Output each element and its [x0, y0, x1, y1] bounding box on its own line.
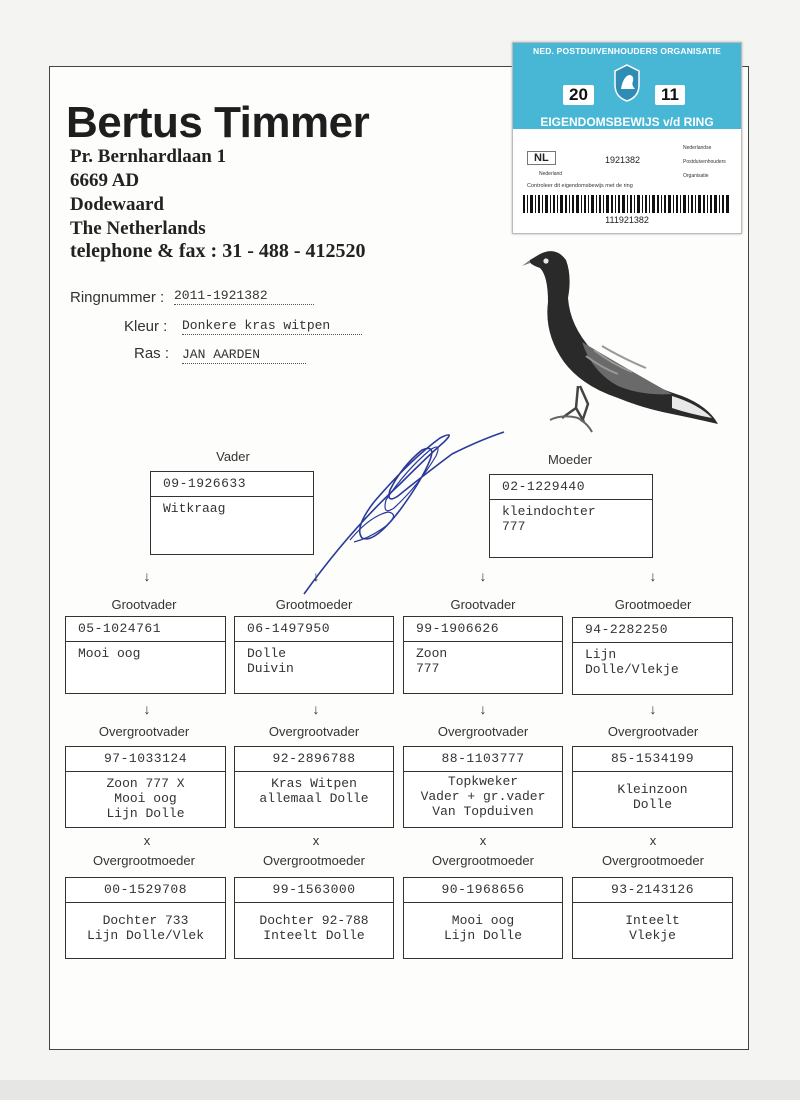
ringnummer-label: Ringnummer :: [70, 289, 165, 306]
grootmoeder-2-desc: Lijn Dolle/Vlekje: [585, 647, 679, 677]
address-postcode: 6669 AD: [70, 170, 140, 191]
overgrootvader-4-label: Overgrootvader: [607, 724, 699, 739]
sticker-country-word: Nederland: [539, 171, 563, 177]
overgrootvader-3-label: Overgrootvader: [437, 724, 529, 739]
overgrootmoeder-4-desc: Inteelt Vlekje: [625, 913, 680, 943]
grootmoeder-1-box: [234, 616, 394, 694]
grootvader-1-ring: 05-1024761: [66, 617, 225, 642]
barcode-icon: [523, 195, 731, 213]
grootvader-2-label: Grootvader: [450, 597, 516, 612]
overgrootvader-1-box: [65, 746, 226, 828]
cross-mark: x: [649, 833, 657, 848]
lion-emblem-icon: [609, 63, 645, 103]
overgrootmoeder-3-box: [403, 877, 563, 959]
overgrootvader-2-desc: Kras Witpen allemaal Dolle: [259, 776, 369, 806]
grootvader-2-box: [403, 616, 563, 694]
address-street: Pr. Bernhardlaan 1: [70, 146, 227, 167]
arrow-down-icon: ↓: [649, 701, 657, 717]
vader-box: [150, 471, 314, 555]
arrow-down-icon: ↓: [479, 701, 487, 717]
overgrootmoeder-2-ring: 99-1563000: [235, 878, 393, 903]
overgrootmoeder-3-label: Overgrootmoeder: [432, 853, 534, 868]
sticker-year-right: 11: [655, 85, 685, 105]
vader-label: Vader: [216, 449, 250, 464]
overgrootvader-1-ring: 97-1033124: [66, 747, 225, 772]
overgrootvader-4-box: [572, 746, 733, 828]
grootvader-1-box: [65, 616, 226, 694]
overgrootvader-1-desc: Zoon 777 X Mooi oog Lijn Dolle: [106, 776, 185, 821]
overgrootmoeder-4-box: [572, 877, 733, 959]
grootvader-1-desc: Mooi oog: [78, 646, 141, 661]
overgrootmoeder-2-label: Overgrootmoeder: [263, 853, 365, 868]
sticker-organisation: NED. POSTDUIVENHOUDERS ORGANISATIE: [533, 46, 721, 56]
overgrootvader-4-ring: 85-1534199: [573, 747, 732, 772]
moeder-box: [489, 474, 653, 558]
grootmoeder-1-desc: Dolle Duivin: [247, 646, 294, 676]
grootmoeder-2-box: [572, 617, 733, 695]
arrow-down-icon: ↓: [312, 701, 320, 717]
sticker-year-left: 20: [563, 85, 594, 105]
sticker-title: EIGENDOMSBEWIJS v/d RING: [540, 115, 714, 129]
grootvader-1-label: Grootvader: [111, 597, 177, 612]
overgrootmoeder-3-ring: 90-1968656: [404, 878, 562, 903]
cross-mark: x: [312, 833, 320, 848]
overgrootmoeder-1-box: [65, 877, 226, 959]
overgrootvader-3-box: [403, 746, 563, 828]
arrow-down-icon: ↓: [143, 568, 151, 584]
overgrootvader-2-label: Overgrootvader: [268, 724, 360, 739]
grootmoeder-2-label: Grootmoeder: [614, 597, 692, 612]
overgrootmoeder-3-desc: Mooi oog Lijn Dolle: [443, 913, 522, 943]
cross-mark: x: [143, 833, 151, 848]
sticker-ring-number: 1921382: [605, 155, 641, 165]
arrow-down-icon: ↓: [143, 701, 151, 717]
overgrootmoeder-4-ring: 93-2143126: [573, 878, 732, 903]
sticker-control-text: Controleer dit eigendomsbewijs met de ring: [527, 183, 633, 189]
overgrootmoeder-4-label: Overgrootmoeder: [602, 853, 704, 868]
overgrootvader-1-label: Overgrootvader: [98, 724, 190, 739]
kleur-value: Donkere kras witpen: [182, 318, 362, 335]
arrow-down-icon: ↓: [312, 568, 320, 584]
address-telephone: telephone & fax : 31 - 488 - 412520: [70, 240, 366, 262]
ring-certificate-sticker: [512, 42, 742, 234]
moeder-desc: kleindochter 777: [502, 504, 596, 534]
sticker-letter-n: Nederlandse: [683, 145, 712, 151]
vader-ring: 09-1926633: [151, 472, 313, 497]
grootmoeder-1-ring: 06-1497950: [235, 617, 393, 642]
overgrootvader-3-desc: Topkweker Vader + gr.vader Van Topduiven: [420, 774, 546, 819]
grootmoeder-2-ring: 94-2282250: [573, 618, 732, 643]
moeder-label: Moeder: [547, 452, 593, 467]
moeder-ring: 02-1229440: [490, 475, 652, 500]
vader-desc: Witkraag: [163, 501, 226, 516]
overgrootmoeder-1-label: Overgrootmoeder: [93, 853, 195, 868]
overgrootmoeder-2-box: [234, 877, 394, 959]
overgrootmoeder-2-desc: Dochter 92-788 Inteelt Dolle: [259, 913, 369, 943]
address-country: The Netherlands: [70, 218, 206, 239]
overgrootvader-2-box: [234, 746, 394, 828]
sticker-letter-o: Organisatie: [683, 173, 709, 179]
page-bottom-edge: [0, 1080, 800, 1100]
arrow-down-icon: ↓: [479, 568, 487, 584]
breeder-name: Bertus Timmer: [66, 98, 370, 147]
address-city: Dodewaard: [70, 194, 164, 215]
cross-mark: x: [479, 833, 487, 848]
kleur-label: Kleur :: [124, 318, 168, 335]
sticker-country-code: NL: [527, 151, 556, 165]
overgrootmoeder-1-desc: Dochter 733 Lijn Dolle/Vlek: [86, 913, 205, 943]
sticker-barcode-number: 111921382: [605, 215, 649, 225]
ras-value: JAN AARDEN: [182, 347, 306, 364]
overgrootmoeder-1-ring: 00-1529708: [66, 878, 225, 903]
grootmoeder-1-label: Grootmoeder: [275, 597, 353, 612]
arrow-down-icon: ↓: [649, 568, 657, 584]
overgrootvader-3-ring: 88-1103777: [404, 747, 562, 772]
pigeon-photo: [522, 246, 722, 442]
ras-label: Ras :: [134, 345, 170, 362]
ringnummer-value: 2011-1921382: [174, 288, 314, 305]
grootvader-2-desc: Zoon 777: [416, 646, 448, 676]
overgrootvader-4-desc: Kleinzoon Dolle: [617, 782, 688, 812]
overgrootvader-2-ring: 92-2896788: [235, 747, 393, 772]
sticker-letter-p: Postduivenhouders: [683, 159, 726, 165]
grootvader-2-ring: 99-1906626: [404, 617, 562, 642]
